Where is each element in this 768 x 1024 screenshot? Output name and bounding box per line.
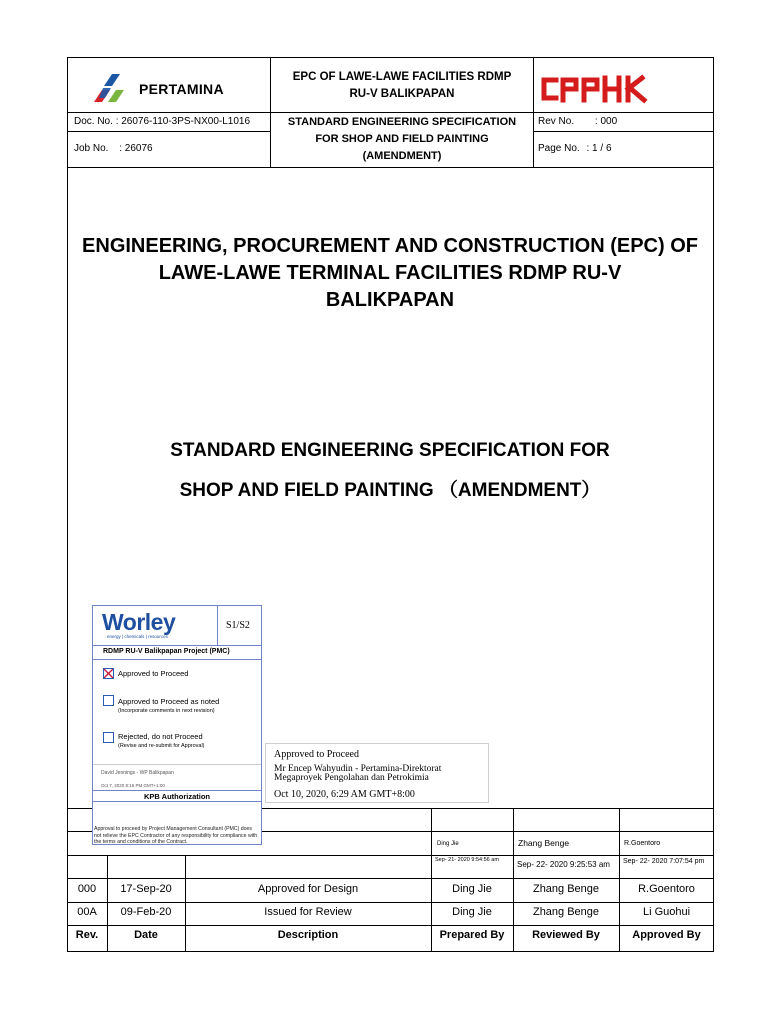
- doc-no-label: Doc. No.: [74, 116, 113, 127]
- option-rejected-note: (Revise and re-submit for Approval): [118, 743, 205, 749]
- page-no-field: [538, 143, 708, 154]
- main-title: [67, 233, 713, 314]
- worley-tagline: energy | chemicals | resources: [107, 634, 168, 639]
- sign-date-approved: Sep- 22- 2020 7:07:54 pm: [623, 858, 705, 865]
- col-header-date: Date: [134, 929, 158, 941]
- sign-date-prepared: Sep- 21- 2020 9:54:56 am: [435, 857, 499, 863]
- signature-date: Oct 10, 2020, 6:29 AM GMT+8:00: [274, 789, 415, 800]
- sign-name-prepared: Ding Jie: [437, 841, 459, 847]
- row-1-reviewed: Zhang Benge: [532, 906, 600, 918]
- col-header-reviewed: Reviewed By: [532, 929, 600, 941]
- col-header-prepared: Prepared By: [439, 929, 505, 941]
- checkbox-approved-icon: [103, 668, 114, 679]
- checkbox-approved-noted-icon: [103, 695, 114, 706]
- stamp-signer: David Jennings - WP Balikpapan: [101, 770, 174, 776]
- checkbox-rejected-icon: [103, 732, 114, 743]
- sub-title-line: STANDARD ENGINEERING SPECIFICATION FOR: [170, 440, 610, 461]
- pertamina-logo-text: PERTAMINA: [139, 81, 224, 97]
- row-0-date: 17-Sep-20: [120, 883, 172, 895]
- job-no-value: : 26076: [119, 143, 153, 154]
- project-title: EPC OF LAWE-LAWE FACILITIES RDMP RU-V BALIKPAPAN: [292, 71, 512, 100]
- main-title-line: BALIKPAPAN: [325, 289, 455, 311]
- pertamina-logo: [92, 72, 252, 106]
- page-no-value: : 1 / 6: [586, 143, 612, 154]
- signature-name: Mr Encep Wahyudin - Pertamina-Direktorat Megaproyek Pengolahan dan Petrokimia: [274, 764, 442, 783]
- option-approved-label: Approved to Proceed: [118, 669, 189, 678]
- rev-no-value: : 000: [594, 116, 618, 127]
- doc-no-field: [74, 116, 270, 127]
- col-header-rev: Rev.: [75, 929, 99, 941]
- digital-signature: [265, 743, 489, 803]
- row-0-reviewed: Zhang Benge: [532, 883, 600, 895]
- stamp-signer-date: Oct 7, 2020 8:16 PM GMT+1:00: [101, 783, 165, 788]
- header-doc-title: STANDARD ENGINEERING SPECIFICATION FOR SHOP AND FIELD PAINTING (AMENDMENT): [287, 116, 517, 162]
- rev-no-label: Rev No.: [538, 116, 575, 127]
- row-1-prepared: Ding Jie: [452, 906, 492, 918]
- row-0-rev: 000: [77, 883, 97, 895]
- cpphk-logo-mark: [538, 72, 656, 106]
- col-header-approved: Approved By: [632, 929, 701, 941]
- worley-logo: Worley: [102, 609, 176, 635]
- row-1-date: 09-Feb-20: [120, 906, 172, 918]
- row-1-description: Issued for Review: [264, 906, 352, 918]
- sub-title-line: SHOP AND FIELD PAINTING （AMENDMENT）: [179, 480, 601, 501]
- main-title-line: ENGINEERING, PROCUREMENT AND CONSTRUCTION (EPC) OF: [82, 235, 698, 257]
- job-no-label: Job No.: [74, 143, 109, 154]
- cpphk-logo: [538, 72, 656, 111]
- signature-status: Approved to Proceed: [274, 749, 359, 760]
- stamp-authorization: KPB Authorization: [144, 792, 210, 801]
- col-header-description: Description: [277, 929, 339, 941]
- sign-date-reviewed: Sep- 22- 2020 9:25:53 am: [517, 860, 610, 869]
- rev-no-field: [538, 116, 708, 127]
- row-1-approved: Li Guohui: [642, 906, 691, 918]
- stamp-code: S1/S2: [226, 620, 250, 631]
- row-1-rev: 00A: [77, 906, 97, 918]
- main-title-line: LAWE-LAWE TERMINAL FACILITIES RDMP RU-V: [158, 262, 622, 284]
- option-rejected-label: Rejected, do not Proceed: [118, 732, 203, 741]
- pertamina-logo-icon: [92, 72, 126, 106]
- page-no-label: Page No.: [538, 143, 580, 154]
- row-0-approved: R.Goentoro: [638, 883, 695, 895]
- option-approved-noted-label: Approved to Proceed as noted: [118, 697, 220, 706]
- sign-name-reviewed: Zhang Benge: [518, 838, 570, 848]
- stamp-project: RDMP RU-V Balikpapan Project (PMC): [103, 648, 230, 655]
- sub-title: [67, 431, 713, 511]
- worley-approval-stamp: [92, 605, 262, 845]
- job-no-field: [74, 143, 270, 154]
- row-0-description: Approved for Design: [257, 883, 359, 895]
- sign-name-approved: R.Goentoro: [624, 840, 661, 847]
- doc-no-value: : 26076-110-3PS-NX00-L1016: [115, 116, 251, 127]
- option-approved-noted-note: (Incorporate comments in next revision): [118, 708, 215, 714]
- stamp-disclaimer: Approval to proceed by Project Management Consultant (PMC) does not relieve the EPC Contractor of any responsibility for compliance with the terms and conditions of the Contract.: [94, 826, 258, 845]
- row-0-prepared: Ding Jie: [452, 883, 492, 895]
